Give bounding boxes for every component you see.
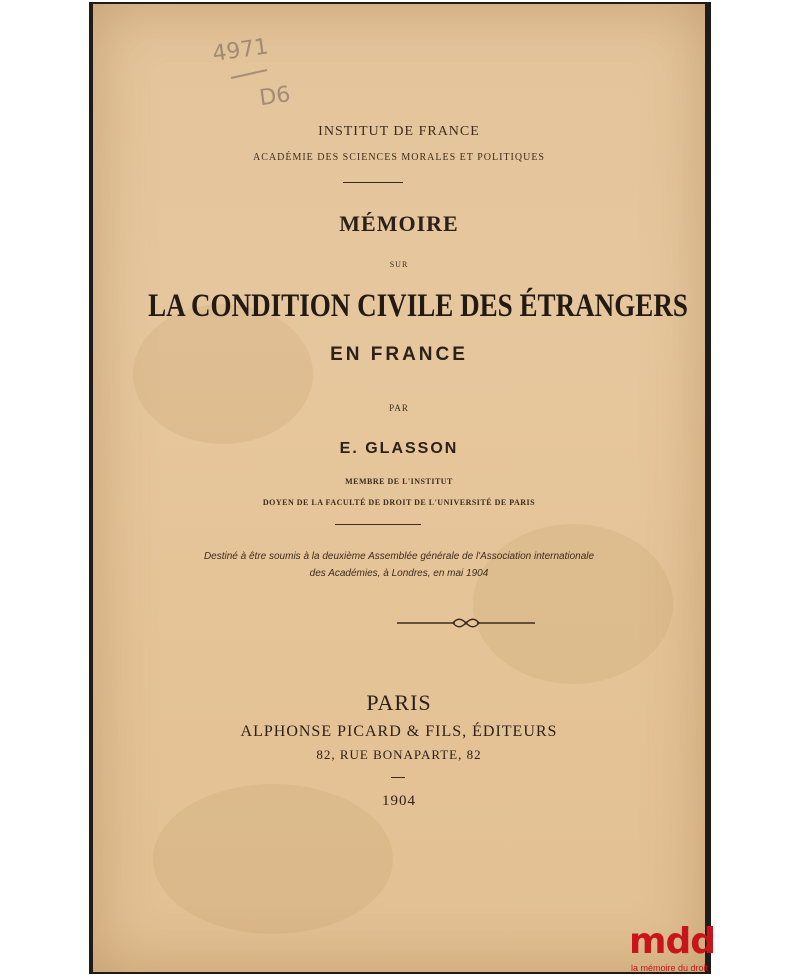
ornament-divider (395, 616, 537, 630)
logo-mark: mdd (629, 921, 716, 962)
divider-rule (335, 524, 421, 525)
publication-city: PARIS (366, 690, 432, 715)
divider-rule (391, 777, 405, 778)
publisher-name: ALPHONSE PICARD & FILS, ÉDITEURS (240, 723, 558, 740)
dedication-line-1: Destiné à être soumis à la deuxième Assemblée générale de l'Association internationale (203, 551, 595, 562)
memoire-label: MÉMOIRE (339, 211, 459, 236)
book-subtitle: EN FRANCE (330, 344, 468, 365)
author-position: DOYEN DE LA FACULTÉ DE DROIT DE L'UNIVERSITÉ DE PARIS (262, 498, 536, 507)
pencil-note-line2: D6 (257, 82, 292, 112)
publication-year: 1904 (382, 793, 416, 809)
institut-heading: INSTITUT DE FRANCE (318, 124, 480, 139)
dedication-line-2: des Académies, à Londres, en mai 1904 (309, 568, 489, 579)
divider-rule (343, 182, 403, 183)
pencil-note (209, 34, 309, 114)
par-label: PAR (389, 403, 409, 413)
pencil-note-line1: 4971 (210, 34, 270, 67)
mdd-logo (629, 922, 800, 976)
book-cover (93, 4, 705, 972)
paper-stain (133, 304, 313, 444)
book-title: LA CONDITION CIVILE DES ÉTRANGERS (148, 288, 688, 324)
author-membership: MEMBRE DE L'INSTITUT (345, 477, 453, 486)
sur-label: SUR (389, 260, 409, 269)
academie-heading: ACADÉMIE DES SCIENCES MORALES ET POLITIQUES (253, 152, 545, 163)
logo-tagline: la mémoire du droit (631, 963, 709, 973)
pencil-stroke (231, 70, 267, 78)
author-name: E. GLASSON (339, 440, 459, 457)
paper-stain (473, 524, 673, 684)
publisher-address: 82, RUE BONAPARTE, 82 (316, 747, 482, 762)
